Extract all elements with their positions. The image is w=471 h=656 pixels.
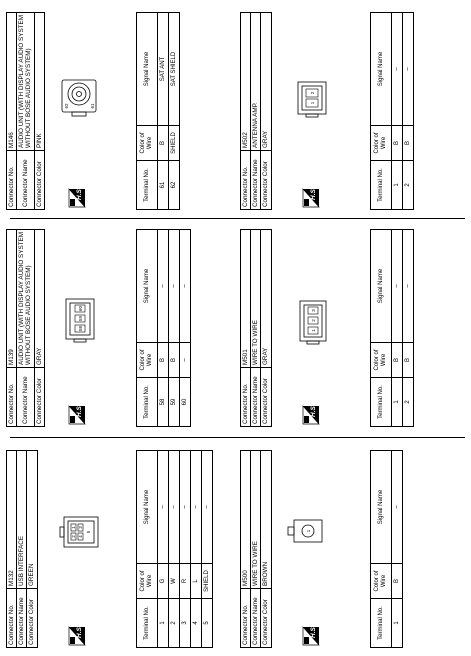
- connector-no-value: M139: [7, 230, 17, 368]
- connector-name-value: AUDIO UNIT (WITH DISPLAY AUDIO SYSTEM WITHOUT BOSE AUDIO SYSTEM): [17, 13, 34, 151]
- connector-header: [6, 229, 45, 427]
- wire-color-header: Color of Wire: [137, 564, 158, 599]
- connector-block-m132: [6, 438, 232, 648]
- connector-color-value: PINK: [34, 13, 44, 151]
- signal-name: –: [191, 451, 202, 564]
- connector-header: [240, 12, 272, 210]
- wire-color: B: [392, 564, 403, 599]
- pin-label: 1: [310, 101, 315, 105]
- wire-color: B: [403, 126, 414, 161]
- connector-name-label: Connector Name: [17, 368, 34, 427]
- connector-face-diagram: [292, 78, 332, 118]
- terminal-no: 59: [169, 378, 180, 427]
- connector-no-label: Connector No.: [7, 151, 17, 210]
- connector-block-m501: [240, 217, 466, 427]
- connector-name-value: ANTENNA AMP.: [251, 13, 261, 151]
- hs-icon: [68, 405, 86, 425]
- table-row: [403, 230, 414, 427]
- wire-color: L: [191, 564, 202, 599]
- signal-name: SAT SHIELD: [169, 13, 180, 126]
- table-row: [191, 451, 202, 648]
- table-row: [169, 451, 180, 648]
- connector-no-value: M146: [7, 13, 17, 151]
- connector-color-value: GRAY: [261, 13, 271, 151]
- wire-color: W: [169, 564, 180, 599]
- connector-block-m502: [240, 0, 466, 210]
- connector-name-label: Connector Name: [17, 151, 34, 210]
- terminal-no-header: Terminal No.: [371, 161, 392, 210]
- table-row: [169, 13, 180, 210]
- signal-name: –: [180, 451, 191, 564]
- connector-color-label: Connector Color: [261, 151, 271, 210]
- terminal-no-header: Terminal No.: [137, 161, 158, 210]
- connector-header: [6, 450, 38, 648]
- signal-name: –: [158, 230, 169, 343]
- wire-color: B: [392, 343, 403, 378]
- connector-name-label: Connector Name: [17, 589, 27, 648]
- pin-label: 1: [306, 529, 311, 533]
- table-row: [392, 13, 403, 210]
- pin-label: 60: [78, 305, 83, 312]
- table-row: [169, 230, 180, 427]
- terminal-no: 3: [180, 599, 191, 648]
- terminal-table: [370, 12, 414, 210]
- wire-color-header: Color of Wire: [371, 126, 392, 161]
- hs-label: H.S.: [76, 187, 83, 200]
- terminal-table: [370, 229, 414, 427]
- connector-name-value: AUDIO UNIT (WITH DISPLAY AUDIO SYSTEM WITHOUT BOSE AUDIO SYSTEM): [17, 230, 34, 368]
- hs-label: H.S.: [76, 625, 83, 638]
- terminal-no-header: Terminal No.: [137, 599, 158, 648]
- connector-face-diagram: [286, 514, 330, 548]
- hs-icon: [68, 626, 86, 646]
- wire-color: B: [158, 343, 169, 378]
- connector-color-label: Connector Color: [34, 151, 44, 210]
- pin-label: 61: [90, 103, 95, 109]
- wire-color-header: Color of Wire: [137, 126, 158, 161]
- pin-label: 5: [86, 530, 91, 534]
- connector-face-diagram: [60, 295, 100, 343]
- connector-face-diagram: [58, 511, 104, 553]
- wire-color: B: [392, 126, 403, 161]
- hs-label: H.S.: [310, 404, 317, 417]
- wire-color: SHIELD: [202, 564, 213, 599]
- connector-color-label: Connector Color: [261, 589, 271, 648]
- connector-face-diagram: [294, 297, 332, 345]
- connector-no-value: M500: [241, 451, 251, 589]
- connector-face-diagram: [56, 74, 102, 118]
- signal-name: SAT ANT: [158, 13, 169, 126]
- signal-name: –: [158, 451, 169, 564]
- pin-label: 59: [78, 315, 83, 322]
- terminal-no-header: Terminal No.: [371, 599, 392, 648]
- connector-name-value: WIRE TO WIRE: [251, 230, 261, 368]
- wire-color: B: [403, 343, 414, 378]
- terminal-table: [136, 229, 191, 427]
- signal-name: –: [202, 451, 213, 564]
- terminal-no: 1: [392, 599, 403, 648]
- terminal-no: 58: [158, 378, 169, 427]
- terminal-no: 2: [403, 161, 414, 210]
- pin-label: 58: [78, 325, 83, 332]
- connector-no-value: M502: [241, 13, 251, 151]
- pin-label: 62: [64, 103, 69, 109]
- table-row: [180, 451, 191, 648]
- connector-name-label: Connector Name: [251, 589, 261, 648]
- signal-name: –: [392, 451, 403, 564]
- signal-name: –: [392, 230, 403, 343]
- wire-color-header: Color of Wire: [137, 343, 158, 378]
- connector-color-label: Connector Color: [34, 368, 44, 427]
- hs-label: H.S.: [76, 404, 83, 417]
- table-row: [158, 230, 169, 427]
- pin-label: 2: [310, 91, 315, 95]
- connector-block-m146: [6, 0, 232, 210]
- signal-name: –: [169, 230, 180, 343]
- connector-color-label: Connector Color: [261, 368, 271, 427]
- table-row: [180, 230, 191, 427]
- connector-color-value: GRAY: [34, 230, 44, 368]
- signal-name-header: Signal Name: [371, 13, 392, 126]
- connector-color-value: GRAY: [261, 230, 271, 368]
- terminal-no-header: Terminal No.: [371, 378, 392, 427]
- terminal-no: 1: [392, 378, 403, 427]
- signal-name-header: Signal Name: [371, 230, 392, 343]
- terminal-no: 4: [191, 599, 202, 648]
- connector-color-value: GREEN: [27, 451, 37, 589]
- hs-icon: [68, 188, 86, 208]
- table-row: [392, 230, 403, 427]
- table-row: [202, 451, 213, 648]
- pin-label: 4: [78, 535, 83, 538]
- table-row: [403, 13, 414, 210]
- signal-name-header: Signal Name: [137, 451, 158, 564]
- terminal-table: [136, 450, 213, 648]
- terminal-no: 60: [180, 378, 191, 427]
- terminal-no: 2: [403, 378, 414, 427]
- wire-color: SHIELD: [169, 126, 180, 161]
- terminal-no: 2: [169, 599, 180, 648]
- terminal-no: 1: [158, 599, 169, 648]
- connector-header: [240, 450, 272, 648]
- connector-block-m500: [240, 438, 466, 648]
- connector-no-label: Connector No.: [7, 368, 17, 427]
- terminal-no: 61: [158, 161, 169, 210]
- terminal-no: 1: [392, 161, 403, 210]
- connector-no-value: M501: [241, 230, 251, 368]
- connector-block-m139: [6, 217, 232, 427]
- hs-icon: [302, 188, 320, 208]
- signal-name: –: [403, 13, 414, 126]
- pin-label: 1: [311, 329, 316, 332]
- signal-name: –: [169, 451, 180, 564]
- pin-label: 1: [71, 526, 76, 529]
- connector-color-label: Connector Color: [27, 589, 37, 648]
- wire-color-header: Color of Wire: [371, 343, 392, 378]
- hs-icon: [302, 626, 320, 646]
- pin-label: 3: [78, 526, 83, 529]
- hs-label: H.S.: [310, 187, 317, 200]
- connector-no-label: Connector No.: [241, 368, 251, 427]
- wire-color: B: [169, 343, 180, 378]
- connector-color-value: BROWN: [261, 451, 271, 589]
- table-row: [158, 451, 169, 648]
- pin-label: 2: [71, 535, 76, 538]
- terminal-table: [370, 450, 403, 648]
- connector-no-label: Connector No.: [241, 151, 251, 210]
- wire-color: B: [158, 126, 169, 161]
- connector-header: [240, 229, 272, 427]
- signal-name-header: Signal Name: [137, 230, 158, 343]
- signal-name: –: [403, 230, 414, 343]
- signal-name-header: Signal Name: [371, 451, 392, 564]
- connector-name-value: WIRE TO WIRE: [251, 451, 261, 589]
- signal-name-header: Signal Name: [137, 13, 158, 126]
- terminal-no-header: Terminal No.: [137, 378, 158, 427]
- pin-label: 2: [311, 319, 316, 322]
- connector-no-label: Connector No.: [7, 589, 17, 648]
- connector-name-label: Connector Name: [251, 151, 261, 210]
- signal-name: –: [180, 230, 191, 343]
- wire-color: –: [180, 343, 191, 378]
- wire-color: R: [180, 564, 191, 599]
- signal-name: –: [392, 13, 403, 126]
- wire-color-header: Color of Wire: [371, 564, 392, 599]
- pin-label: 3: [311, 309, 316, 312]
- connector-name-value: USB INTERFACE: [17, 451, 27, 589]
- connector-no-value: M132: [7, 451, 17, 589]
- terminal-no: 5: [202, 599, 213, 648]
- hs-label: H.S.: [310, 625, 317, 638]
- hs-icon: [302, 405, 320, 425]
- terminal-no: 62: [169, 161, 180, 210]
- connector-header: [6, 12, 45, 210]
- wire-color: G: [158, 564, 169, 599]
- connector-no-label: Connector No.: [241, 589, 251, 648]
- terminal-table: [136, 12, 180, 210]
- table-row: [392, 451, 403, 648]
- connector-name-label: Connector Name: [251, 368, 261, 427]
- table-row: [158, 13, 169, 210]
